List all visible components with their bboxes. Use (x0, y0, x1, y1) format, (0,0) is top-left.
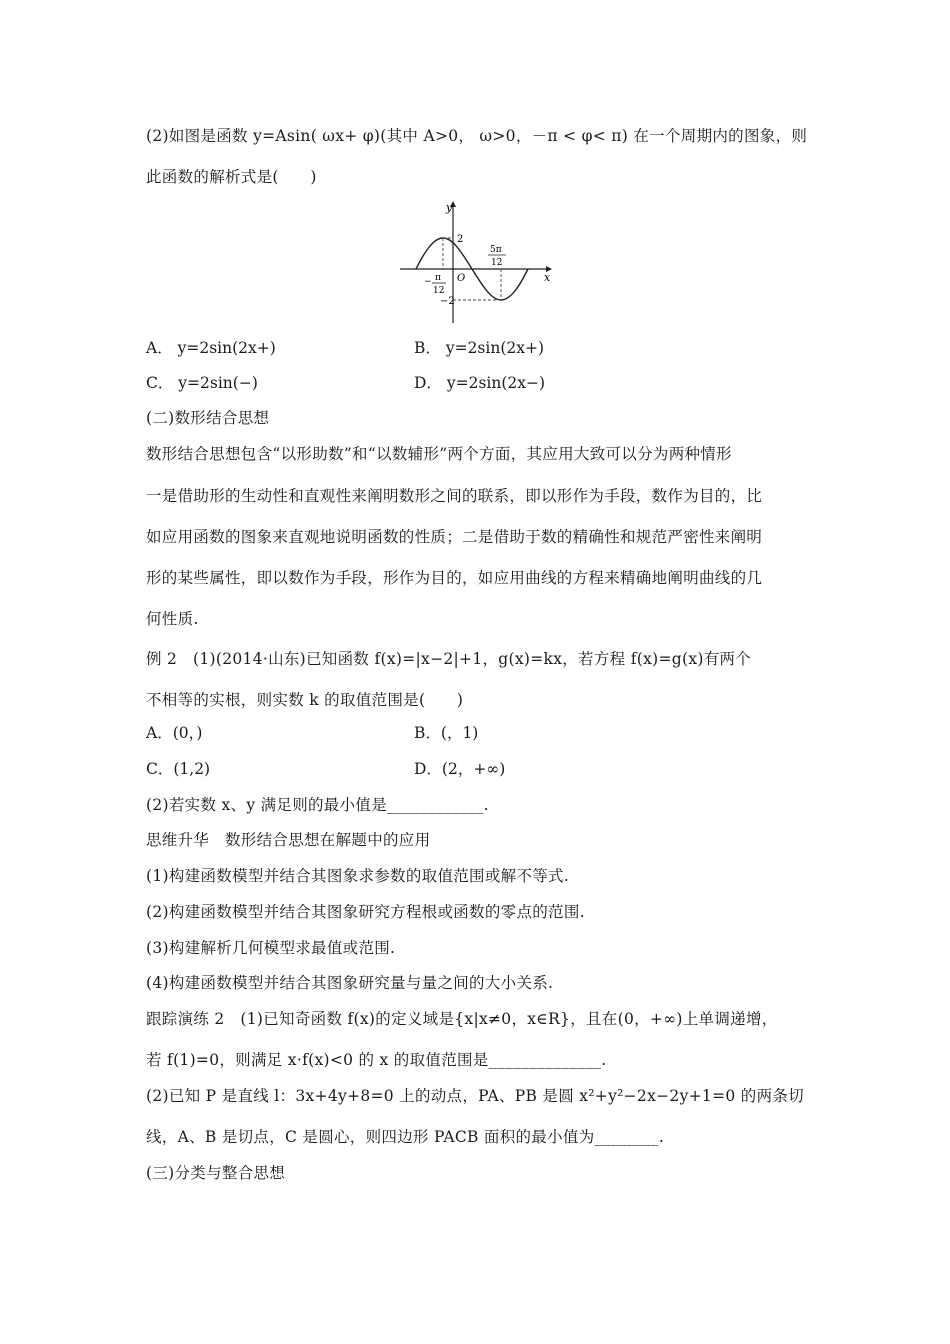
section-2-para-line: 如应用函数的图象来直观地说明函数的性质；二是借助于数的精确性和规范严密性来阐明 (146, 528, 763, 546)
practice-2-line-1: 跟踪演练 2 (1)已知奇函数 f(x)的定义域是{x|x≠0，x∈R}，且在(0，+∞)上单调递增， (146, 1010, 778, 1028)
left-tick-denominator: 12 (433, 286, 445, 296)
summary-item: (1)构建函数模型并结合其图象求参数的取值范围或解不等式. (146, 867, 570, 885)
section-2-para-line: 数形结合思想包含“以形助数”和“以数辅形”两个方面，其应用大致可以分为两种情形 (146, 445, 732, 463)
y-label: y (446, 201, 453, 214)
example-2-line-1: 例 2 (1)(2014·山东)已知函数 f(x)=|x−2|+1，g(x)=kx，若方程 f(x)=g(x)有两个 (146, 650, 752, 668)
practice-2-line-4: 线，A、B 是切点，C 是圆心，则四边形 PACB 面积的最小值为________. (146, 1128, 665, 1146)
summary-item: (3)构建解析几何模型求最值或范围. (146, 939, 396, 957)
example-2-option-c: C．(1,2) (146, 760, 211, 778)
q2-line-2: 此函数的解析式是( ) (146, 168, 317, 186)
example-2-option-b: B．(，1) (414, 724, 479, 742)
max-label: 2 (457, 234, 464, 245)
section-3-heading: (三)分类与整合思想 (146, 1164, 286, 1182)
example-2-option-a: A．(0，) (146, 724, 203, 742)
q2-option-d: D． y=2sin(2x−) (414, 374, 546, 392)
summary-item: (2)构建函数模型并结合其图象研究方程根或函数的零点的范围. (146, 903, 585, 921)
q2-option-b: B． y=2sin(2x+) (414, 339, 545, 357)
q2-option-c: C． y=2sin(−) (146, 374, 258, 392)
right-tick-numerator: 5π (490, 245, 502, 255)
summary-title: 思维升华 数形结合思想在解题中的应用 (146, 831, 431, 849)
min-label: −2 (440, 296, 455, 307)
section-2-para-line: 形的某些属性，即以数作为手段，形作为目的，如应用曲线的方程来精确地阐明曲线的几 (146, 569, 763, 587)
section-2-para-line: 一是借助形的生动性和直观性来阐明数形之间的联系，即以形作为手段，数作为目的，比 (146, 487, 763, 505)
left-tick-numerator: π (435, 273, 441, 283)
q2-option-a: A． y=2sin(2x+) (146, 339, 276, 357)
practice-2-line-3: (2)已知 P 是直线 l：3x+4y+8=0 上的动点，PA、PB 是圆 x²+y²−2x−2y+1=0 的两条切 (146, 1087, 804, 1105)
sine-graph (396, 197, 556, 327)
example-2-question-2: (2)若实数 x、y 满足则的最小值是____________. (146, 796, 489, 814)
summary-item: (4)构建函数模型并结合其图象研究量与量之间的大小关系. (146, 974, 554, 992)
example-2-option-d: D．(2，+∞) (414, 760, 506, 778)
section-2-heading: (二)数形结合思想 (146, 409, 270, 427)
example-2-line-2: 不相等的实根，则实数 k 的取值范围是( ) (146, 691, 464, 709)
section-2-para-line: 何性质. (146, 610, 199, 628)
left-tick-sign: − (424, 277, 432, 287)
x-label: x (544, 271, 551, 284)
q2-line-1: (2)如图是函数 y=Asin( ωx+ φ)(其中 A>0， ω>0，－π < φ< π) 在一个周期内的图象，则 (146, 127, 808, 145)
practice-2-line-2: 若 f(1)=0，则满足 x·f(x)<0 的 x 的取值范围是______________. (146, 1051, 607, 1069)
origin-label: O (457, 273, 466, 284)
right-tick-denominator: 12 (491, 258, 503, 268)
